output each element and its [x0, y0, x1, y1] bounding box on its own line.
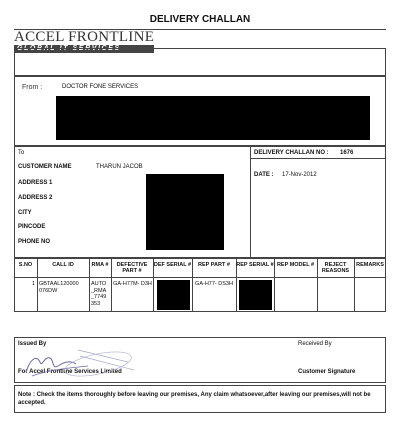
from-label: From :	[22, 84, 43, 91]
cell-sno: 1	[31, 281, 35, 287]
th-call-id: CALL ID	[52, 262, 74, 268]
th-remarks: REMARKS	[356, 262, 384, 268]
cell-defective-part: GA-H77M- D3H	[113, 281, 152, 287]
logo-name: ACCEL FRONTLINE	[14, 29, 155, 45]
cell-rep-part: GA-H77- DS3H	[195, 281, 233, 287]
customer-signature-label: Customer Signature	[298, 369, 356, 375]
issued-by-label: Issued By	[18, 341, 47, 347]
cell-call-id: GBTAAL120000 076DW	[39, 281, 79, 294]
redacted-customer-address	[146, 174, 224, 250]
phone-label: PHONE NO	[18, 239, 51, 245]
note-text: Note : Check the items thoroughly before leaving our premises, Any claim whatsoever,after leaving our premises,will not be accepted.	[18, 392, 371, 406]
for-company-label: For Accel Frontline Services Limited	[18, 369, 122, 375]
challan-no-label: DELIVERY CHALLAN NO :	[254, 150, 329, 156]
customer-divider	[250, 146, 251, 258]
cell-rma: AUTO _RMA _7749 353	[91, 281, 107, 307]
page-title: DELIVERY CHALLAN	[149, 14, 251, 25]
th-rep-serial: REP SERIAL #	[236, 262, 274, 268]
th-rep-model: REP MODEL #	[276, 262, 315, 268]
from-value: DOCTOR FONE SERVICES	[62, 84, 139, 90]
th-rma: RMA #	[91, 262, 109, 268]
th-rep-part: REP PART #	[198, 262, 230, 268]
customer-name-value: THARUN JACOB	[96, 164, 143, 170]
pincode-label: PINCODE	[18, 224, 46, 230]
th-def-serial: DEF SERIAL #	[153, 262, 192, 268]
header-box	[14, 48, 386, 76]
to-label: To	[18, 150, 25, 156]
logo-tagline: GLOBAL IT SERVICES	[14, 45, 154, 53]
received-by-label: Received By	[298, 341, 332, 347]
table-header-divider	[14, 277, 386, 278]
challan-no-value: 1676	[340, 150, 354, 156]
th-sno: S.NO	[18, 262, 33, 268]
th-reject-reasons: REJECT REASONS	[321, 262, 350, 274]
date-value: 17-Nov-2012	[282, 172, 317, 178]
challan-no-underline	[250, 158, 386, 159]
th-defective-part: DEFECTIVE PART #	[116, 262, 148, 274]
redacted-rep-serial	[239, 280, 272, 310]
address2-label: ADDRESS 2	[18, 195, 53, 201]
redacted-from-address	[56, 96, 370, 140]
date-label: DATE :	[254, 172, 274, 178]
city-label: CITY	[18, 210, 32, 216]
redacted-def-serial	[157, 280, 190, 310]
customer-name-label: CUSTOMER NAME	[18, 164, 72, 170]
address1-label: ADDRESS 1	[18, 180, 53, 186]
handwritten-signature	[18, 342, 148, 386]
